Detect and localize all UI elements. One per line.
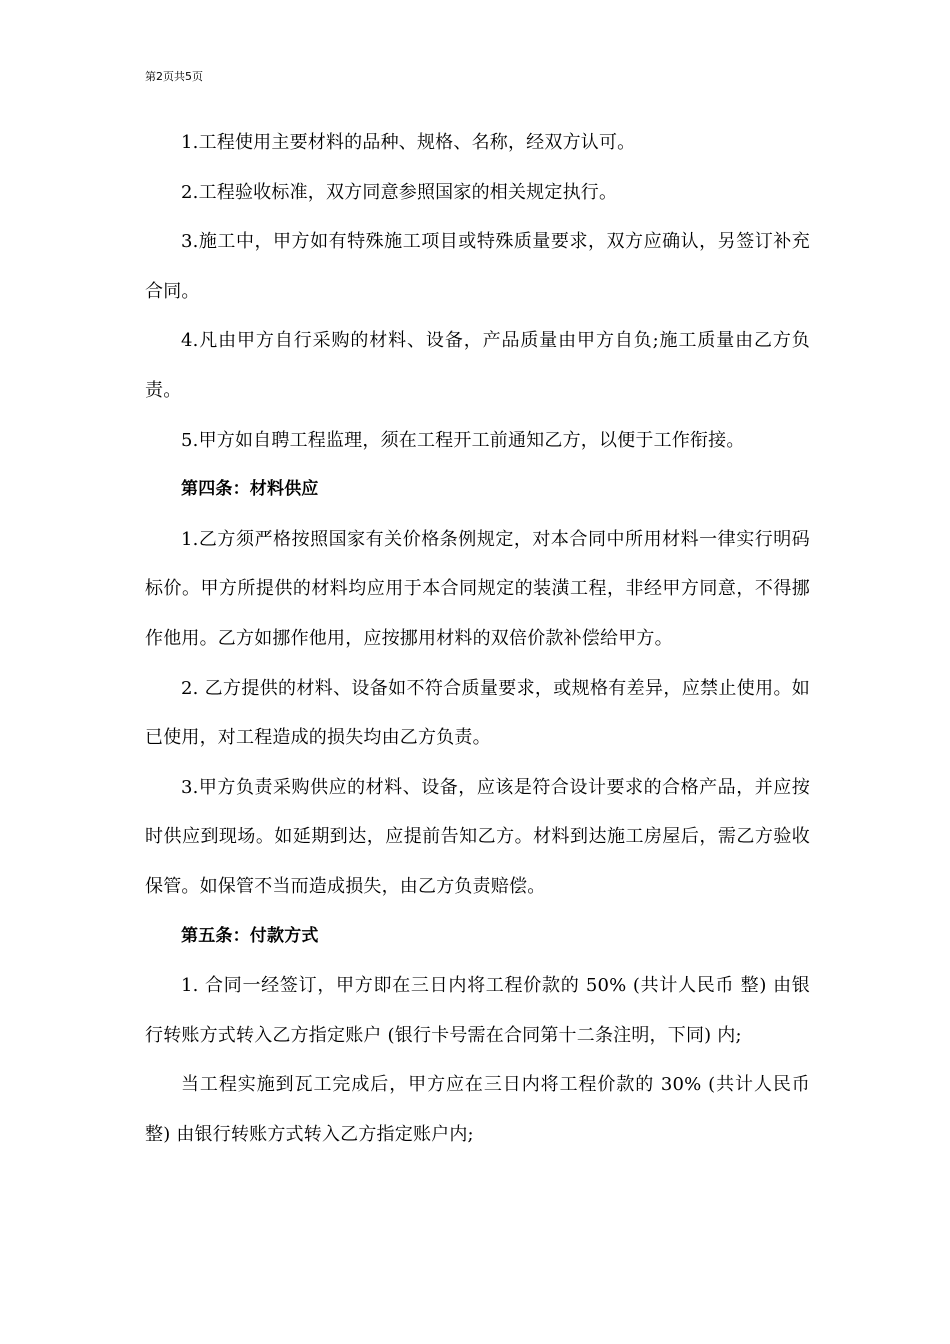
document-body	[145, 118, 810, 1159]
clause-4-item-1: 1.乙方须严格按照国家有关价格条例规定，对本合同中所用材料一律实行明码标价。甲方所提供的材料均应用于本合同规定的装潢工程，非经甲方同意，不得挪作他用。乙方如挪作他用，应按挪用材料的双倍价款补偿给甲方。	[145, 528, 810, 649]
clause-5-item-1: 1. 合同一经签订，甲方即在三日内将工程价款的 50% (共计人民币 整) 由银行转账方式转入乙方指定账户 (银行卡号需在合同第十二条注明，下同) 内;	[145, 975, 810, 1046]
clause-4-item-2: 2. 乙方提供的材料、设备如不符合质量要求，或规格有差异，应禁止使用。如已使用，对工程造成的损失均由乙方负责。	[145, 677, 810, 749]
clause-3-item-2: 2.工程验收标准，双方同意参照国家的相关规定执行。	[181, 181, 618, 203]
section-heading-article-5: 第五条：付款方式	[181, 925, 319, 946]
clause-3-item-5: 5.甲方如自聘工程监理，须在工程开工前通知乙方，以便于工作衔接。	[181, 429, 745, 451]
clause-4-item-3: 3.甲方负责采购供应的材料、设备，应该是符合设计要求的合格产品，并应按时供应到现场。如延期到达，应提前告知乙方。材料到达施工房屋后，需乙方验收保管。如保管不当而造成损失，由乙方负责赔偿。	[145, 776, 810, 897]
clause-3-item-1: 1.工程使用主要材料的品种、规格、名称，经双方认可。	[181, 132, 636, 153]
clause-3-item-4: 4.凡由甲方自行采购的材料、设备，产品质量由甲方自负;施工质量由乙方负责。	[145, 330, 810, 401]
section-heading-article-4: 第四条：材料供应	[181, 479, 319, 500]
clause-3-item-3: 3.施工中，甲方如有特殊施工项目或特殊质量要求，双方应确认，另签订补充合同。	[145, 231, 810, 302]
page-indicator: 第2页共5页	[145, 70, 203, 83]
clause-5-item-2: 当工程实施到瓦工完成后，甲方应在三日内将工程价款的 30% (共计人民币 整) 由银行转账方式转入乙方指定账户内;	[145, 1074, 810, 1145]
